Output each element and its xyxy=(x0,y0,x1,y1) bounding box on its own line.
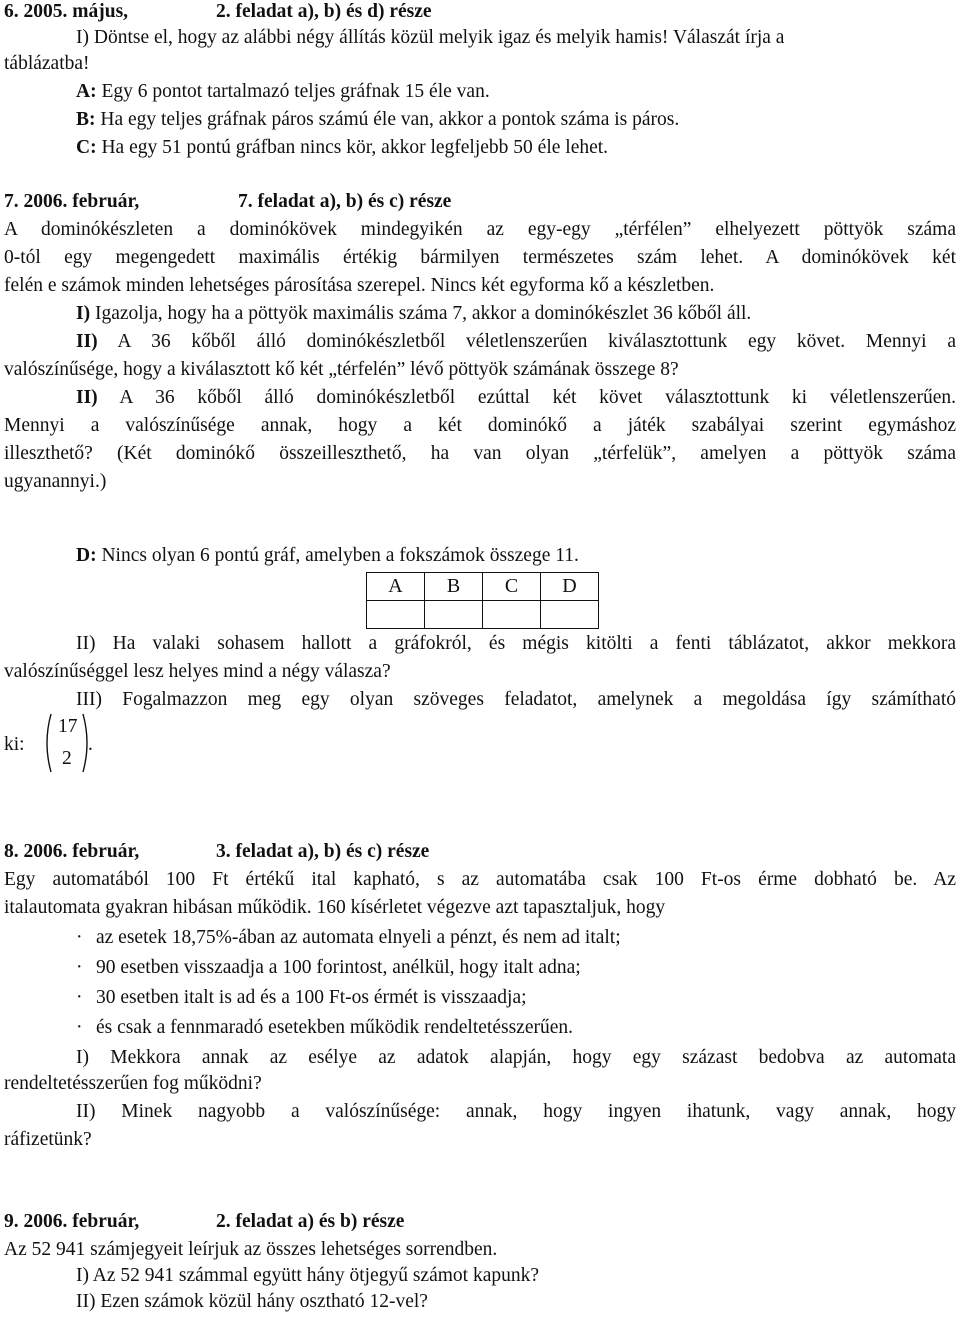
answer-cell-c[interactable] xyxy=(483,601,541,629)
s9-question-i: I) Az 52 941 számmal együtt hány ötjegyű számot kapunk? xyxy=(76,1265,540,1286)
s7-heading-date: 7. 2006. február, xyxy=(4,191,140,212)
binomial-period: . xyxy=(88,734,93,755)
s7-question-iii-line3: illeszthető? (Két dominókő összeilleszthető, ha van olyan „térfelük”, amelyen a pöttyök száma xyxy=(4,443,956,464)
answer-cell-d[interactable] xyxy=(541,601,599,629)
bullet-dot-icon: · xyxy=(76,927,83,948)
s9-heading-task: 2. feladat a) és b) része xyxy=(216,1211,405,1232)
bullet-dot-icon: · xyxy=(76,987,83,1008)
s6-question-ii-line2: valószínűséggel lesz helyes mind a négy válasza? xyxy=(4,661,391,682)
s8-question-ii-line2: ráfizetünk? xyxy=(4,1129,92,1150)
s6-c-label: C: xyxy=(76,137,97,158)
s8-heading xyxy=(4,840,956,864)
s6-heading-date: 6. 2005. május, xyxy=(4,1,129,22)
s7-question-i xyxy=(76,302,956,326)
s8-question-ii-line1: II) Minek nagyobb a valószínűsége: annak, hogy ingyen ihatunk, vagy annak, hogy xyxy=(76,1101,956,1122)
s7-ii-label: II) xyxy=(76,331,98,352)
s6-question-ii-line1: II) Ha valaki sohasem hallott a gráfokról, és mégis kitölti a fenti táblázatot, akkor mekkora xyxy=(76,633,956,654)
s7-heading-task: 7. feladat a), b) és c) része xyxy=(238,191,452,212)
s7-question-iii-line1 xyxy=(76,386,956,410)
s7-iii-label: II) xyxy=(76,387,98,408)
s6-statement-b xyxy=(76,108,956,132)
s8-bullet-text: és csak a fennmaradó esetekben működik rendeltetésszerűen. xyxy=(96,1017,574,1038)
answer-table-answer-row xyxy=(367,601,599,629)
binomial-top: 17 xyxy=(58,716,78,737)
s7-question-ii-line1 xyxy=(76,330,956,354)
s8-bullet-text: 30 esetben italt is ad és a 100 Ft-os érmét is visszaadja; xyxy=(96,987,527,1008)
s7-p1-line2: 0-tól egy megengedett maximális értékig bármilyen természetes szám lehet. A dominókövek két xyxy=(4,247,956,268)
s6-heading xyxy=(4,0,956,24)
bullet-dot-icon: · xyxy=(76,957,83,978)
answer-table xyxy=(366,572,599,629)
s6-b-text: Ha egy teljes gráfnak páros számú éle van, akkor a pontok száma is páros. xyxy=(95,109,680,130)
s8-p1-line1: Egy automatából 100 Ft értékű ital kapható, s az automatába csak 100 Ft-os érme dobható be. Az xyxy=(4,869,956,890)
s8-heading-date: 8. 2006. február, xyxy=(4,841,140,862)
s6-d-label: D: xyxy=(76,545,97,566)
s7-question-iii-line2: Mennyi a valószínűsége annak, hogy a két dominókő a játék szabályai szerint egymáshoz xyxy=(4,415,956,436)
s8-heading-task: 3. feladat a), b) és c) része xyxy=(216,841,430,862)
s6-d-text: Nincs olyan 6 pontú gráf, amelyben a fokszámok összege 11. xyxy=(96,545,579,566)
s9-heading xyxy=(4,1210,956,1234)
s9-p1: Az 52 941 számjegyeit leírjuk az összes lehetséges sorrendben. xyxy=(4,1239,498,1260)
bullet-dot-icon: · xyxy=(76,1017,83,1038)
s7-question-iii-line4: ugyanannyi.) xyxy=(4,471,107,492)
s7-ii-text1: A 36 kőből álló dominókészletből véletlenszerűen kiválasztottunk egy követ. Mennyi a xyxy=(97,331,956,352)
s6-a-label: A: xyxy=(76,81,97,102)
answer-table-header: D xyxy=(541,573,599,601)
s8-question-i-line1: I) Mekkora annak az esélye az adatok alapján, hogy egy százast bedobva az automata xyxy=(76,1047,956,1068)
s7-p1-line1: A dominókészleten a dominókövek mindegyikén az egy-egy „térfélen” elhelyezett pöttyök száma xyxy=(4,219,956,240)
s7-i-text: Igazolja, hogy ha a pöttyök maximális száma 7, akkor a dominókészlet 36 kőből áll. xyxy=(90,303,752,324)
s6-intro-line2: táblázatba! xyxy=(4,53,90,74)
answer-table-header: B xyxy=(425,573,483,601)
s6-question-iii-line1: III) Fogalmazzon meg egy olyan szöveges feladatot, amelynek a megoldása így számítható xyxy=(76,689,956,710)
answer-table-header: C xyxy=(483,573,541,601)
answer-cell-a[interactable] xyxy=(367,601,425,629)
s7-question-ii-line2: valószínűsége, hogy a kiválasztott kő két „térfelén” lévő pöttyök számának összege 8? xyxy=(4,359,679,380)
binomial-prefix: ki: xyxy=(4,734,25,755)
s6-heading-task: 2. feladat a), b) és d) része xyxy=(216,1,432,22)
s7-iii-text1: A 36 kőből álló dominókészletből ezúttal két követ választottunk ki véletlenszerűen. xyxy=(97,387,956,408)
s6-b-label: B: xyxy=(76,109,96,130)
s7-i-label: I) xyxy=(76,303,91,324)
s6-a-text: Egy 6 pontot tartalmazó teljes gráfnak 15 éle van. xyxy=(96,81,490,102)
s8-bullet-text: 90 esetben visszaadja a 100 forintost, anélkül, hogy italt adna; xyxy=(96,957,581,978)
answer-cell-b[interactable] xyxy=(425,601,483,629)
s9-question-ii: II) Ezen számok közül hány osztható 12-vel? xyxy=(76,1291,428,1312)
answer-table-header-row xyxy=(367,573,599,601)
s6-statement-d xyxy=(76,544,956,568)
s8-question-i-line2: rendeltetésszerűen fog működni? xyxy=(4,1073,262,1094)
s6-c-text: Ha egy 51 pontú gráfban nincs kör, akkor legfeljebb 50 éle lehet. xyxy=(96,137,609,158)
s8-p1-line2: italautomata gyakran hibásan működik. 160 kísérletet végezve azt tapasztaljuk, hogy xyxy=(4,897,666,918)
s7-heading xyxy=(4,190,956,214)
s8-bullet-text: az esetek 18,75%-ában az automata elnyeli a pénzt, és nem ad italt; xyxy=(96,927,621,948)
s6-statement-c xyxy=(76,136,956,160)
s9-heading-date: 9. 2006. február, xyxy=(4,1211,140,1232)
answer-table-header: A xyxy=(367,573,425,601)
s6-statement-a xyxy=(76,80,956,104)
s7-p1-line3: felén e számok minden lehetséges párosítása szerepel. Nincs két egyforma kő a készletben. xyxy=(4,275,715,296)
s6-intro-line1: I) Döntse el, hogy az alábbi négy állítás közül melyik igaz és melyik hamis! Válaszát írja a xyxy=(76,27,785,48)
binomial-bottom: 2 xyxy=(62,748,72,769)
